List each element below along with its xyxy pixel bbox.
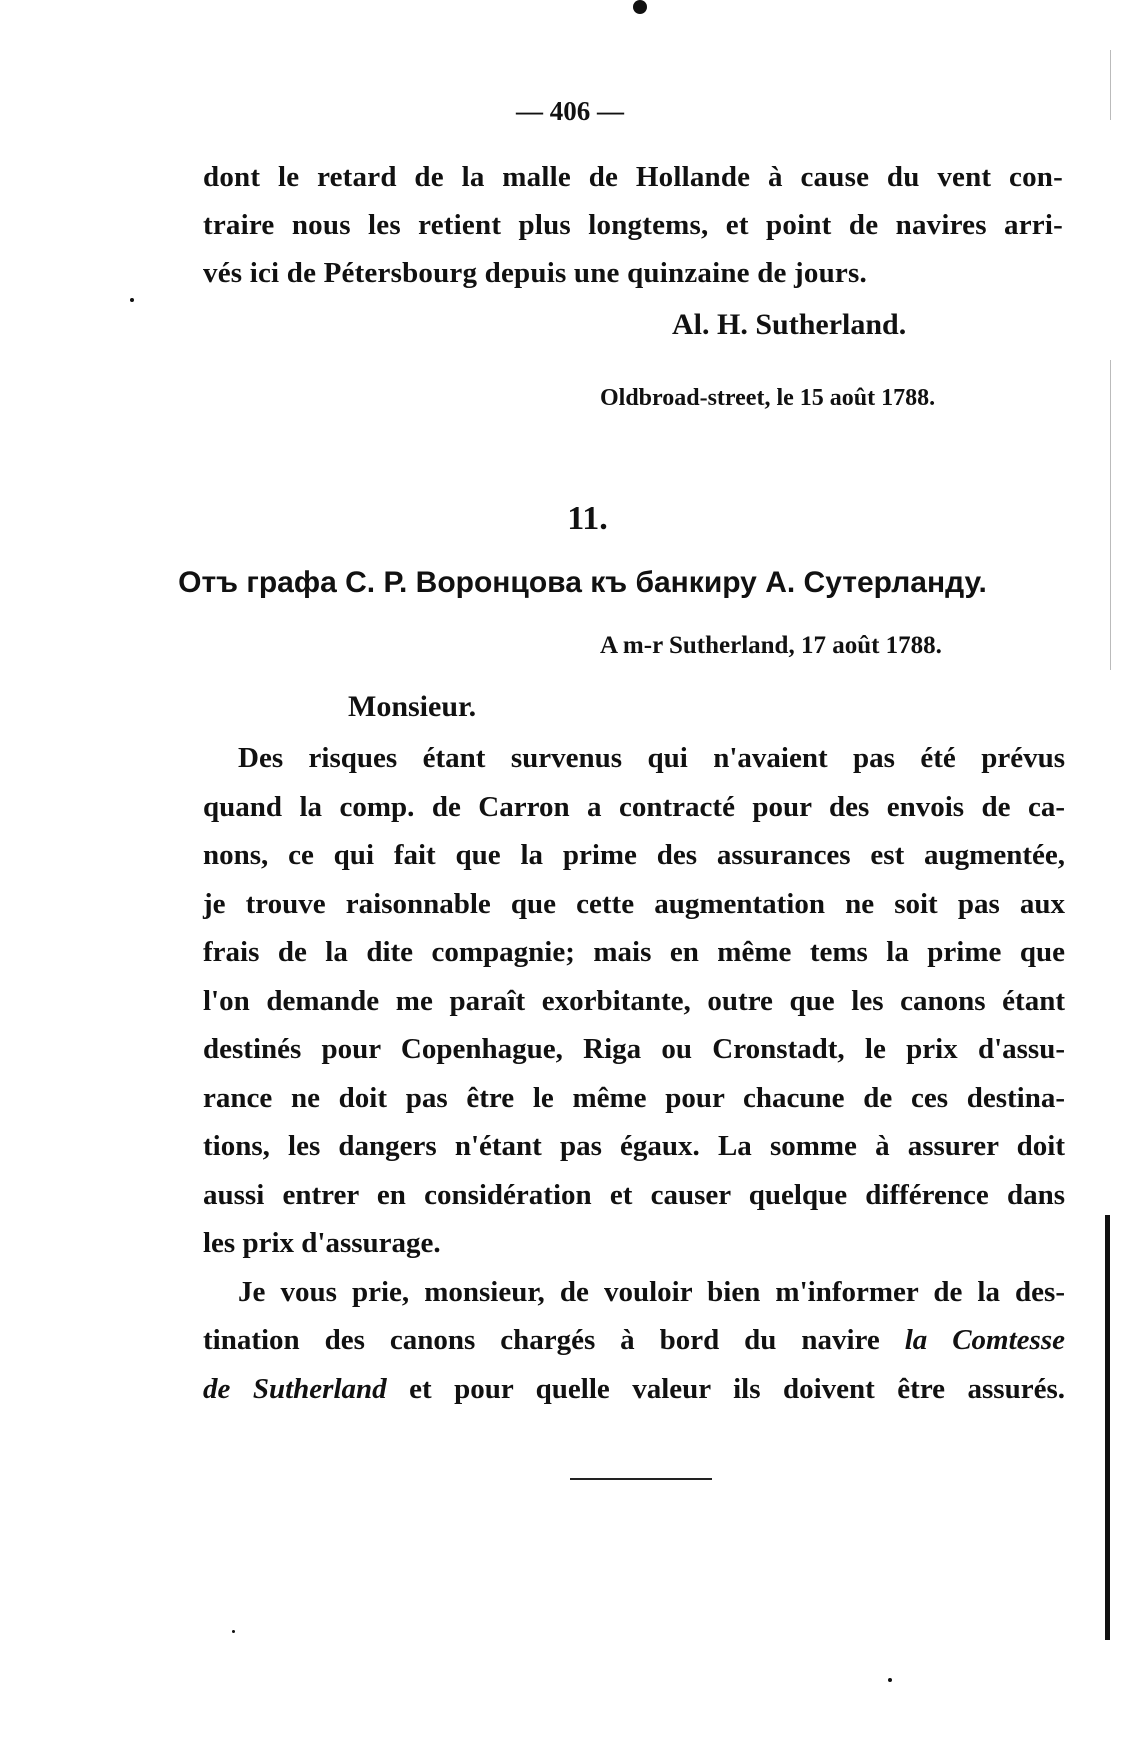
scan-margin-bar [1105, 1215, 1110, 1640]
scan-speck [232, 1630, 235, 1633]
text-line: dont le retard de la malle de Hollande à cause du vent con- [203, 161, 1063, 193]
text-line: nons, ce qui fait que la prime des assurances est augmentée, [203, 839, 1065, 871]
text-line: tions, les dangers n'étant pas égaux. La somme à assurer doit [203, 1130, 1065, 1162]
text-segment: et pour quelle valeur ils doivent être assurés. [386, 1372, 1065, 1405]
text-line: aussi entrer en considération et causer quelque différence dans [203, 1178, 1065, 1211]
letter-heading: Отъ графа С. Р. Воронцова къ банкиру А. Сутерланду. [178, 566, 987, 599]
letter-number: 11. [567, 500, 608, 537]
text-line: l'on demande me paraît exorbitante, outre que les canons étant [203, 984, 1065, 1017]
page-number: — 406 — [516, 96, 624, 126]
text-line: rance ne doit pas être le même pour chacune de ces destina- [203, 1081, 1065, 1114]
text-line: Je vous prie, monsieur, de vouloir bien m'informer de la des- [238, 1275, 1065, 1308]
scan-speck [130, 298, 134, 302]
salutation: Monsieur. [348, 690, 477, 723]
text-line: vés ici de Pétersbourg depuis une quinzaine de jours. [203, 257, 867, 289]
ship-name: la Comtesse [904, 1324, 1065, 1356]
scan-margin-line [1110, 50, 1111, 120]
text-segment: tination des canons chargés à bord du navire [203, 1324, 905, 1356]
scan-margin-line [1110, 360, 1111, 670]
section-divider [570, 1478, 712, 1480]
signature: Al. H. Sutherland. [672, 308, 907, 341]
place-date: Oldbroad-street, le 15 août 1788. [600, 385, 936, 411]
text-line [203, 1316, 1065, 1365]
opening-paragraph [203, 153, 1063, 297]
text-line: les prix d'assurage. [203, 1227, 441, 1259]
ship-name: de Sutherland [203, 1372, 387, 1405]
text-line [203, 1365, 1065, 1414]
text-line: quand la comp. de Carron a contracté pour des envois de ca- [203, 790, 1065, 823]
scan-speck [633, 0, 647, 14]
scan-speck [888, 1678, 892, 1682]
text-line: Des risques étant survenus qui n'avaient pas été prévus [238, 742, 1065, 774]
text-line: frais de la dite compagnie; mais en même tems la prime que [203, 936, 1065, 968]
text-line: destinés pour Copenhague, Riga ou Cronstadt, le prix d'assu- [203, 1033, 1065, 1065]
text-line: traire nous les retient plus longtems, et point de navires arri- [203, 209, 1063, 241]
text-line: je trouve raisonnable que cette augmentation ne soit pas aux [203, 887, 1065, 920]
letter-body [203, 734, 1065, 1413]
address-line: A m-r Sutherland, 17 août 1788. [600, 632, 942, 659]
